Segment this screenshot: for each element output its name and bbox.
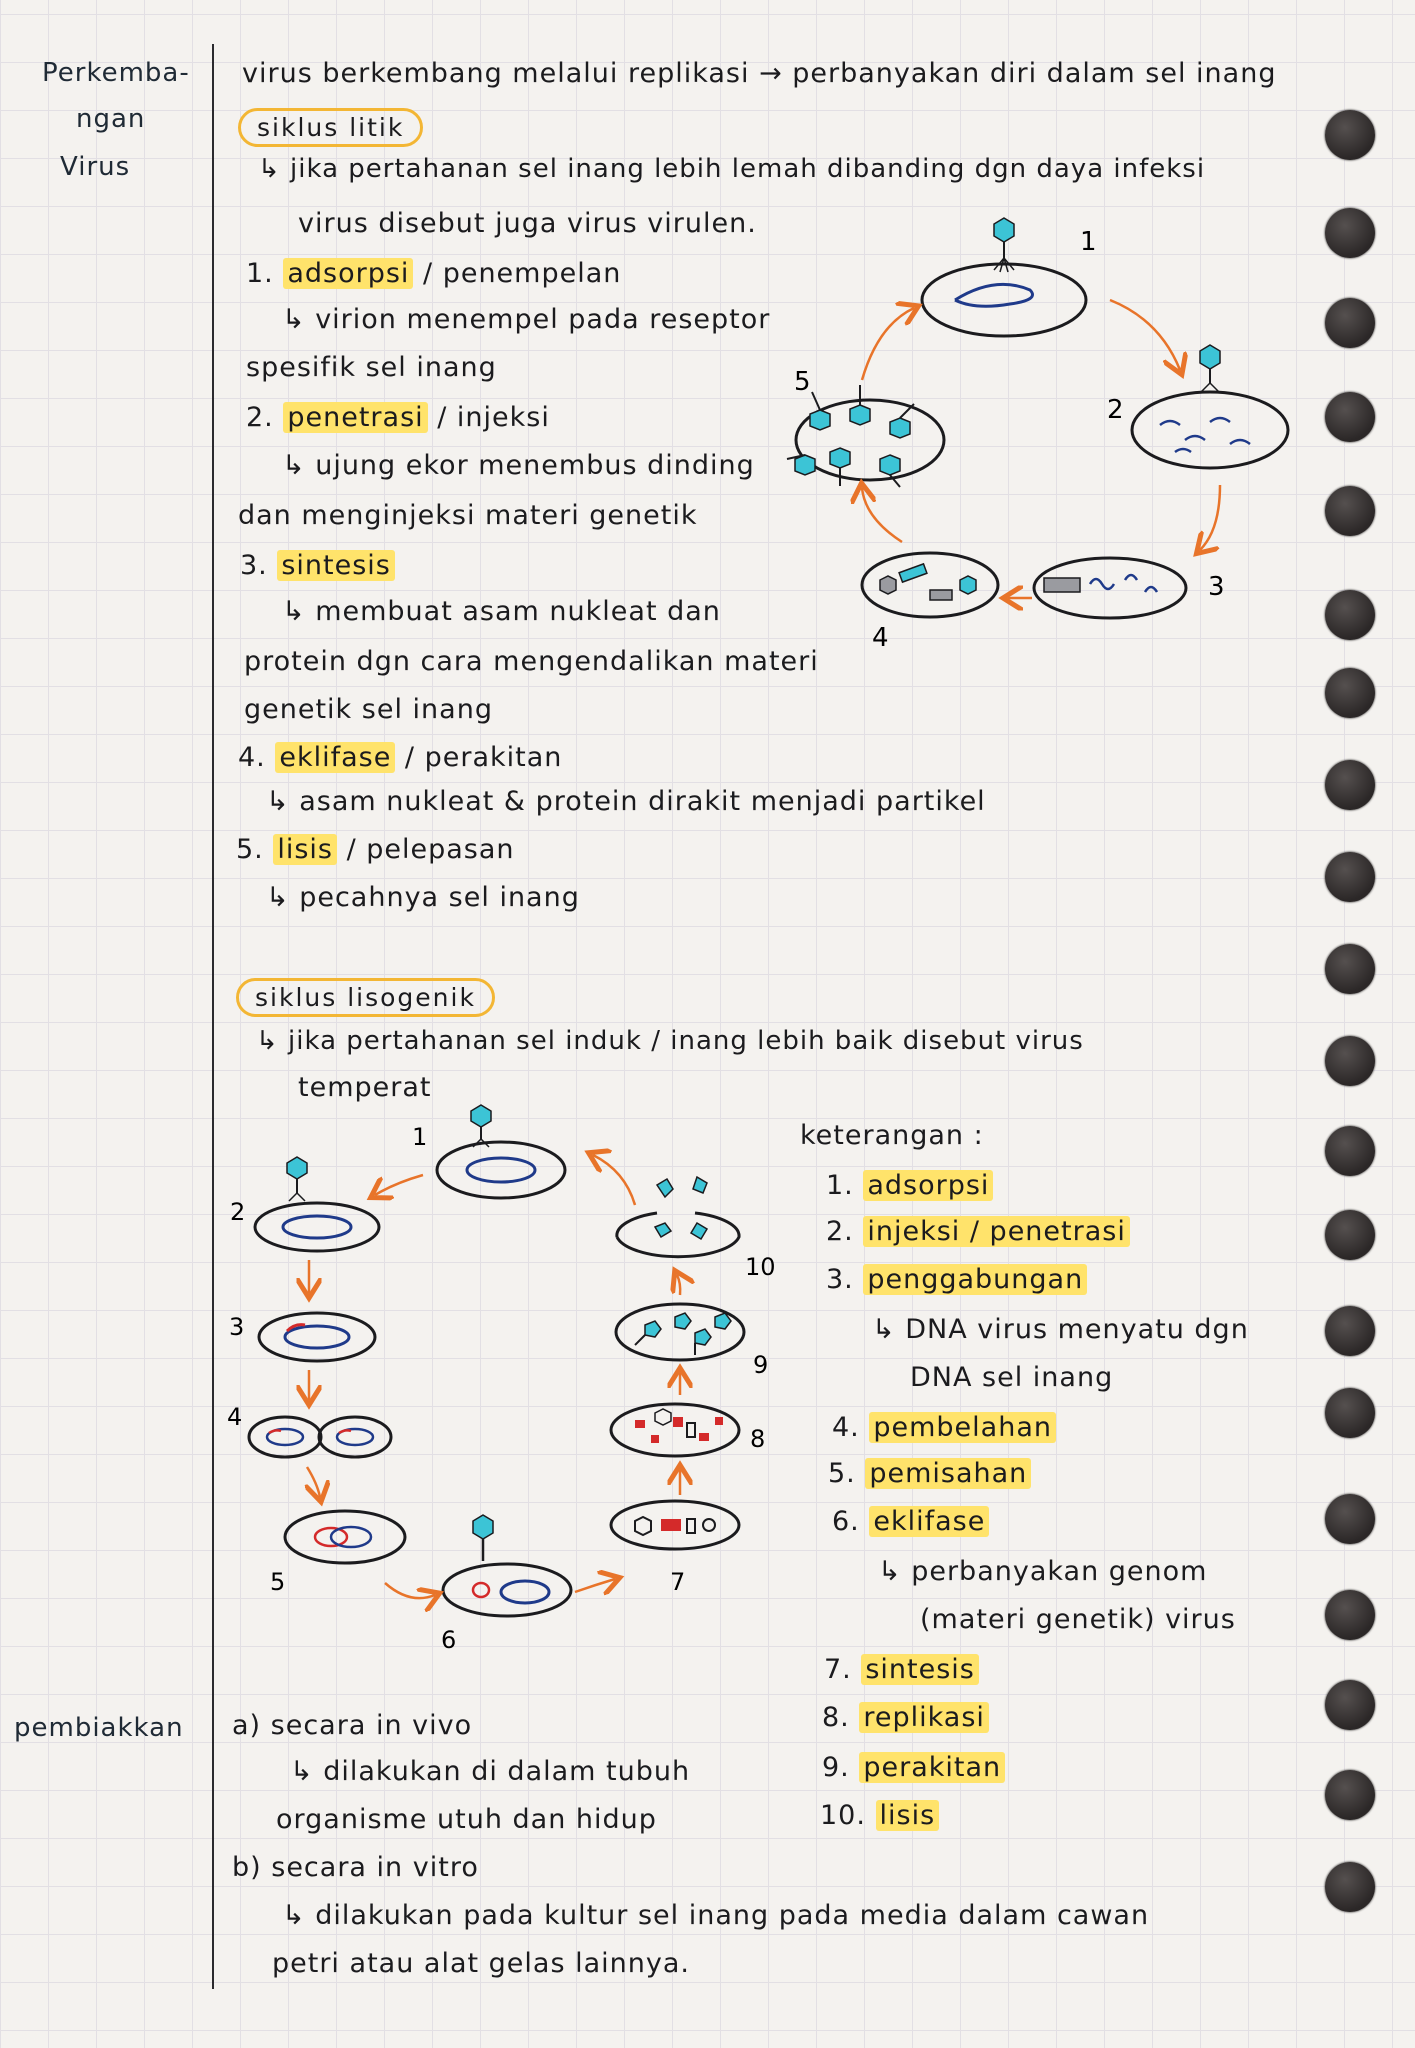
intro-text: virus berkembang melalui replikasi → perbanyakan diri dalam sel inang <box>242 58 1277 89</box>
lytic-desc-line1: ↳ jika pertahanan sel inang lebih lemah dibanding dgn daya infeksi <box>258 154 1206 184</box>
step-name: lisis <box>273 834 337 865</box>
binder-hole <box>1325 208 1375 258</box>
lysogenic-label-3: 3 <box>229 1313 245 1341</box>
lytic-step-4-detail: ↳ asam nukleat & protein dirakit menjadi partikel <box>266 786 986 817</box>
legend-item-3-detail2: DNA sel inang <box>910 1362 1114 1393</box>
breeding-a-title: a) secara in vivo <box>232 1710 473 1741</box>
legend-name: perakitan <box>859 1752 1005 1783</box>
binder-hole <box>1325 1388 1375 1438</box>
step-number: 5. <box>236 834 264 865</box>
lysogenic-stage-5-cell <box>285 1511 405 1563</box>
lysogenic-stage-9-cell <box>616 1304 744 1360</box>
binder-hole <box>1325 110 1375 160</box>
sidebar-topic-line2: ngan <box>76 104 146 134</box>
legend-item-4 <box>832 1412 1056 1443</box>
lysogenic-label-5: 5 <box>270 1568 286 1596</box>
sidebar-topic-line3: Virus <box>60 152 131 182</box>
legend-title: keterangan : <box>800 1120 984 1151</box>
legend-item-9 <box>822 1752 1005 1783</box>
lysogenic-desc-line1: ↳ jika pertahanan sel induk / inang lebih baik disebut virus <box>256 1026 1084 1056</box>
lysogenic-cycle-diagram <box>225 1095 805 1665</box>
binder-hole <box>1325 1306 1375 1356</box>
legend-item-2 <box>826 1216 1130 1247</box>
binder-hole <box>1325 1126 1375 1176</box>
binder-hole <box>1325 944 1375 994</box>
legend-item-8 <box>822 1702 989 1733</box>
lytic-step-2-detail2: dan menginjeksi materi genetik <box>238 500 698 531</box>
lysogenic-stage-1-cell <box>437 1105 565 1198</box>
lysogenic-stage-6-cell <box>443 1515 571 1616</box>
legend-number: 5. <box>828 1458 856 1489</box>
legend-item-6-detail: ↳ perbanyakan genom <box>878 1556 1208 1587</box>
sidebar-topic-line1: Perkemba- <box>42 58 190 88</box>
lytic-step-3-detail: ↳ membuat asam nukleat dan <box>282 596 721 627</box>
lytic-step-4 <box>238 742 562 773</box>
lytic-stage-2-cell <box>1132 345 1288 468</box>
breeding-a-detail2: organisme utuh dan hidup <box>276 1804 657 1835</box>
lysogenic-label-9: 9 <box>753 1351 769 1379</box>
lysogenic-label-4: 4 <box>227 1403 243 1431</box>
step-name: eklifase <box>275 742 395 773</box>
legend-name: lisis <box>876 1800 940 1831</box>
lytic-step-2-detail: ↳ ujung ekor menembus dinding <box>282 450 755 481</box>
legend-item-10 <box>820 1800 939 1831</box>
legend-name: eklifase <box>869 1506 989 1537</box>
virus-icon <box>1200 345 1220 393</box>
binder-hole <box>1325 1770 1375 1820</box>
legend-name: adsorpsi <box>863 1170 993 1201</box>
legend-number: 2. <box>826 1216 854 1247</box>
lytic-step-2 <box>246 402 550 433</box>
step-rest: / injeksi <box>427 402 550 433</box>
legend-name: pembelahan <box>869 1412 1056 1443</box>
lysogenic-desc-line2: temperat <box>298 1072 432 1103</box>
lysogenic-label-1: 1 <box>412 1123 428 1151</box>
lytic-stage-4-cell <box>862 553 998 617</box>
binder-hole <box>1325 1862 1375 1912</box>
breeding-b-detail: ↳ dilakukan pada kultur sel inang pada media dalam cawan <box>282 1900 1150 1931</box>
binder-hole <box>1325 668 1375 718</box>
binder-hole <box>1325 1494 1375 1544</box>
binder-hole <box>1325 852 1375 902</box>
binder-hole <box>1325 590 1375 640</box>
legend-item-1 <box>826 1170 993 1201</box>
lytic-step-3-detail2: protein dgn cara mengendalikan materi <box>244 646 819 677</box>
breeding-b-title: b) secara in vitro <box>232 1852 479 1883</box>
binder-hole <box>1325 1036 1375 1086</box>
binder-hole <box>1325 392 1375 442</box>
step-number: 4. <box>238 742 266 773</box>
step-name: sintesis <box>277 550 395 581</box>
lysogenic-title: siklus lisogenik <box>236 978 495 1017</box>
legend-number: 7. <box>824 1654 852 1685</box>
lytic-stage-1-cell <box>922 218 1086 336</box>
legend-item-5 <box>828 1458 1031 1489</box>
lytic-step-1-detail: ↳ virion menempel pada reseptor <box>282 304 771 335</box>
step-rest: / pelepasan <box>337 834 515 865</box>
lysogenic-stage-3-cell <box>259 1313 375 1361</box>
legend-name: penggabungan <box>863 1264 1087 1295</box>
sidebar-topic2: pembiakkan <box>14 1713 184 1743</box>
lytic-desc-line2: virus disebut juga virus virulen. <box>298 208 757 239</box>
legend-number: 8. <box>822 1702 850 1733</box>
lysogenic-label-10: 10 <box>745 1253 776 1281</box>
lysogenic-label-8: 8 <box>750 1425 766 1453</box>
lytic-step-5 <box>236 834 515 865</box>
lytic-label-1: 1 <box>1080 227 1097 257</box>
step-number: 1. <box>246 258 274 289</box>
lytic-step-3 <box>240 550 395 581</box>
lytic-label-3: 3 <box>1208 572 1225 602</box>
virus-icon <box>471 1105 491 1147</box>
lysogenic-stage-4-cell <box>249 1417 391 1457</box>
step-rest: / perakitan <box>395 742 563 773</box>
binder-hole <box>1325 1680 1375 1730</box>
lysogenic-label-7: 7 <box>670 1568 686 1596</box>
step-number: 3. <box>240 550 268 581</box>
legend-number: 4. <box>832 1412 860 1443</box>
lysogenic-label-2: 2 <box>230 1198 246 1226</box>
lysogenic-label-6: 6 <box>441 1626 457 1654</box>
lytic-label-4: 4 <box>872 623 889 653</box>
lytic-cycle-diagram <box>780 200 1300 653</box>
step-rest: / penempelan <box>413 258 622 289</box>
legend-number: 6. <box>832 1506 860 1537</box>
legend-name: injeksi / penetrasi <box>863 1216 1129 1247</box>
legend-number: 10. <box>820 1800 866 1831</box>
lytic-stage-3-cell <box>1034 558 1186 618</box>
binder-hole <box>1325 486 1375 536</box>
legend-item-6 <box>832 1506 989 1537</box>
legend-number: 1. <box>826 1170 854 1201</box>
breeding-b-detail2: petri atau alat gelas lainnya. <box>272 1948 690 1979</box>
margin-line <box>212 44 214 1989</box>
lysogenic-stage-2-cell <box>255 1157 379 1251</box>
lytic-step-3-detail3: genetik sel inang <box>244 694 493 725</box>
lytic-label-2: 2 <box>1107 395 1124 425</box>
virus-icon <box>473 1515 493 1561</box>
step-name: penetrasi <box>283 402 427 433</box>
legend-item-3 <box>826 1264 1087 1295</box>
lytic-step-5-detail: ↳ pecahnya sel inang <box>266 882 580 913</box>
legend-name: sintesis <box>861 1654 979 1685</box>
binder-hole <box>1325 760 1375 810</box>
binder-hole <box>1325 1210 1375 1260</box>
legend-item-7 <box>824 1654 979 1685</box>
lytic-step-1 <box>246 258 621 289</box>
legend-item-6-detail2: (materi genetik) virus <box>920 1604 1236 1635</box>
legend-item-3-detail: ↳ DNA virus menyatu dgn <box>872 1314 1249 1345</box>
step-number: 2. <box>246 402 274 433</box>
lysogenic-stage-7-cell <box>611 1501 739 1549</box>
legend-number: 3. <box>826 1264 854 1295</box>
lysogenic-stage-8-cell <box>611 1404 739 1456</box>
legend-name: pemisahan <box>865 1458 1031 1489</box>
legend-name: replikasi <box>859 1702 989 1733</box>
step-name: adsorpsi <box>283 258 413 289</box>
breeding-a-detail: ↳ dilakukan di dalam tubuh <box>290 1756 691 1787</box>
virus-icon <box>287 1157 307 1201</box>
lytic-label-5: 5 <box>794 367 811 397</box>
binder-hole <box>1325 1590 1375 1640</box>
lytic-title: siklus litik <box>238 108 423 147</box>
binder-hole <box>1325 298 1375 348</box>
lysogenic-stage-10-cell <box>617 1177 739 1257</box>
lytic-step-1-detail2: spesifik sel inang <box>246 352 497 383</box>
legend-number: 9. <box>822 1752 850 1783</box>
lytic-stage-5-cell <box>787 385 944 487</box>
